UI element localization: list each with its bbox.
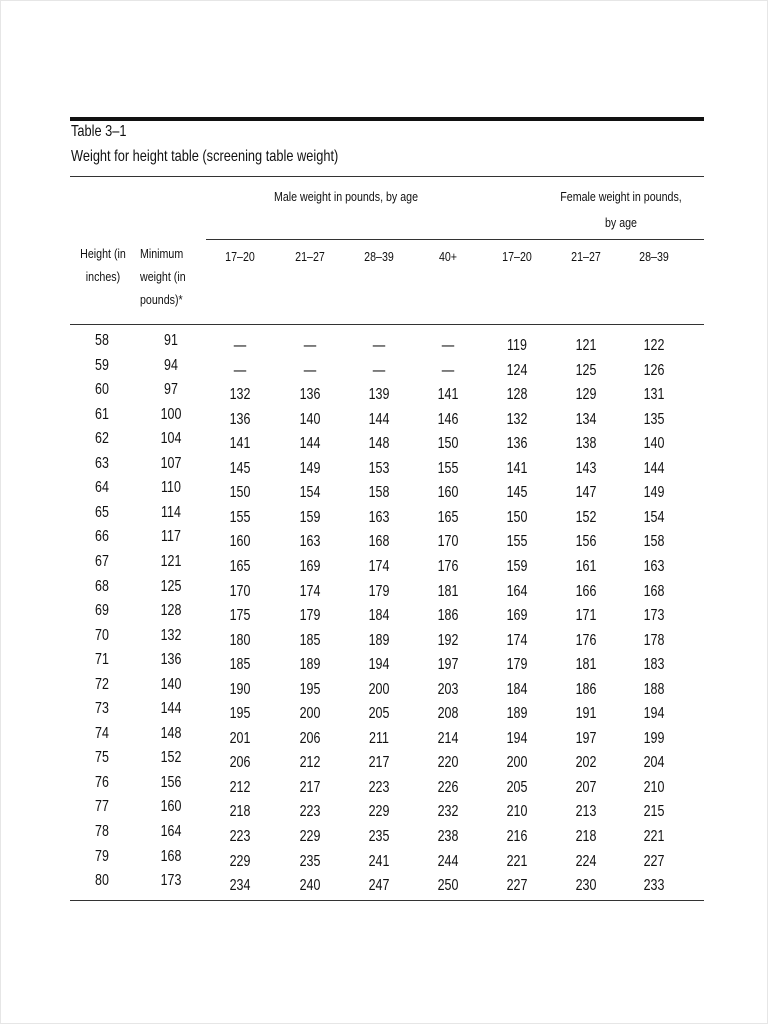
minimum-weight-cell: 132 [160,626,182,644]
minimum-weight-cell: 156 [160,773,182,791]
weight-cell: 232 [437,803,459,821]
age-header: 40+ [438,249,458,264]
height-cell: 80 [95,872,109,890]
weight-cell: 190 [229,680,251,698]
height-header-line1: Height (in [80,246,126,261]
weight-cell: 129 [575,386,597,404]
weight-cell: 121 [575,337,597,354]
weight-cell: 141 [437,386,459,404]
weight-cell: — [372,337,386,354]
weight-cell: 227 [506,877,528,895]
weight-cell: — [233,337,247,354]
minimum-weight-cell: 173 [160,872,182,890]
minimum-weight-cell: 97 [164,381,178,399]
minimum-weight-cell: 168 [160,847,182,865]
age-header: 21–27 [571,249,601,264]
weight-cell: 163 [299,533,321,551]
weight-cell: 155 [437,459,459,477]
minimum-weight-cell: 128 [160,602,182,620]
weight-cell: 197 [437,656,459,674]
weight-cell: 154 [299,484,321,502]
weight-cell: 183 [643,656,665,674]
height-cell: 66 [95,528,109,546]
weight-cell: 150 [437,435,459,453]
weight-cell: 185 [229,656,251,674]
weight-cell: 195 [299,680,321,698]
weight-cell: 175 [229,607,251,625]
weight-cell: 195 [229,705,251,723]
height-cell: 60 [95,381,109,399]
minimum-weight-cell: 160 [160,798,182,816]
weight-cell: 234 [229,877,251,895]
weight-cell: 124 [506,361,528,379]
weight-cell: 221 [506,852,528,870]
weight-cell: 174 [368,557,390,575]
weight-cell: 221 [643,828,665,845]
height-cell: 78 [95,823,109,840]
weight-cell: 217 [368,754,390,772]
weight-cell: 140 [299,410,321,428]
weight-cell: 200 [299,705,321,723]
weight-cell: — [372,361,386,379]
table-subtitle: Weight for height table (screening table weight) [71,148,339,165]
weight-cell: 138 [575,435,597,453]
weight-cell: 235 [299,852,321,870]
weight-cell: 144 [299,435,321,453]
weight-cell: 191 [575,705,597,723]
weight-cell: 241 [368,852,390,870]
group-header-rule [206,239,704,240]
male-group-header: Male weight in pounds, by age [273,189,419,204]
weight-cell: 185 [299,631,321,649]
weight-cell: 149 [299,459,321,477]
weight-cell: 207 [575,778,597,796]
weight-cell: 229 [299,828,321,845]
weight-cell: 122 [643,337,665,354]
weight-cell: 223 [368,778,390,796]
female-group-header-line1: Female weight in pounds, [560,189,682,204]
age-header: 21–27 [295,249,325,264]
weight-cell: 184 [368,607,390,625]
weight-cell: 165 [437,508,459,526]
minimum-weight-cell: 121 [160,552,182,570]
weight-cell: 210 [506,803,528,821]
weight-cell: 184 [506,680,528,698]
weight-cell: 176 [437,557,459,575]
weight-cell: 154 [643,508,665,526]
weight-cell: 134 [575,410,597,428]
weight-cell: 136 [299,386,321,404]
weight-cell: 170 [229,582,251,600]
height-cell: 74 [95,724,109,742]
weight-cell: 181 [575,656,597,674]
weight-cell: 169 [299,557,321,575]
height-cell: 64 [95,479,109,497]
height-cell: 75 [95,749,109,767]
weight-cell: 135 [643,410,665,428]
weight-cell: 144 [368,410,390,428]
weight-cell: 153 [368,459,390,477]
age-header: 28–39 [639,249,669,264]
weight-cell: 224 [575,852,597,870]
weight-cell: 233 [643,877,665,895]
weight-cell: 203 [437,680,459,698]
weight-cell: 165 [229,557,251,575]
weight-cell: 194 [506,729,528,747]
height-cell: 69 [95,602,109,620]
weight-cell: 204 [643,754,665,772]
weight-cell: 178 [643,631,665,649]
minimum-weight-cell: 100 [160,405,182,423]
weight-cell: 152 [575,508,597,526]
bottom-rule [70,900,704,901]
weight-cell: 144 [643,459,665,477]
minimum-weight-cell: 164 [160,823,182,840]
weight-cell: 176 [575,631,597,649]
weight-cell: 179 [368,582,390,600]
height-header-line2: inches) [85,269,121,284]
height-cell: 61 [95,405,109,423]
weight-cell: 218 [575,828,597,845]
weight-cell: 119 [507,337,527,354]
weight-cell: 148 [368,435,390,453]
weight-cell: 206 [299,729,321,747]
weight-cell: 160 [229,533,251,551]
minimum-header-line1: Minimum [140,246,184,261]
weight-cell: 168 [643,582,665,600]
minimum-weight-cell: 136 [160,651,182,669]
weight-cell: 205 [368,705,390,723]
weight-cell: 194 [643,705,665,723]
height-cell: 68 [95,577,109,595]
weight-cell: 163 [368,508,390,526]
height-cell: 62 [95,430,109,448]
weight-cell: 125 [575,361,597,379]
weight-cell: 200 [368,680,390,698]
height-cell: 58 [95,332,109,349]
top-rule [70,117,704,121]
height-cell: 71 [95,651,109,669]
weight-cell: 168 [368,533,390,551]
weight-cell: 150 [506,508,528,526]
minimum-weight-cell: 107 [160,454,182,472]
weight-cell: 206 [229,754,251,772]
weight-cell: 145 [506,484,528,502]
minimum-weight-cell: 148 [160,724,182,742]
weight-cell: 210 [643,778,665,796]
minimum-weight-cell: 94 [164,356,178,374]
weight-cell: 199 [643,729,665,747]
weight-cell: — [441,337,455,354]
weight-cell: 139 [368,386,390,404]
weight-cell: 189 [368,631,390,649]
weight-cell: 218 [229,803,251,821]
weight-cell: 156 [575,533,597,551]
weight-cell: 136 [506,435,528,453]
weight-cell: 179 [299,607,321,625]
height-cell: 73 [95,700,109,718]
weight-cell: 216 [506,828,528,845]
height-cell: 67 [95,552,109,570]
weight-cell: 155 [506,533,528,551]
weight-cell: 211 [369,729,389,747]
minimum-weight-cell: 104 [160,430,182,448]
weight-cell: 194 [368,656,390,674]
age-header: 17–20 [225,249,255,264]
age-header: 28–39 [364,249,394,264]
female-group-header-line2: by age [604,215,638,230]
caption-rule [70,176,704,177]
weight-cell: 147 [575,484,597,502]
weight-cell: 250 [437,877,459,895]
weight-cell: 214 [437,729,459,747]
height-cell: 72 [95,675,109,693]
weight-cell: 192 [437,631,459,649]
weight-cell: 169 [506,607,528,625]
weight-cell: 141 [229,435,251,453]
header-rule [70,324,704,325]
height-cell: 79 [95,847,109,865]
weight-cell: 240 [299,877,321,895]
weight-cell: 186 [575,680,597,698]
weight-cell: 128 [506,386,528,404]
weight-cell: 170 [437,533,459,551]
weight-cell: 132 [229,386,251,404]
height-cell: 76 [95,773,109,791]
weight-cell: 247 [368,877,390,895]
weight-cell: 145 [229,459,251,477]
weight-cell: 212 [299,754,321,772]
weight-cell: 201 [229,729,251,747]
weight-cell: 217 [299,778,321,796]
age-header: 17–20 [502,249,532,264]
weight-cell: 235 [368,828,390,845]
weight-cell: 223 [299,803,321,821]
weight-cell: 155 [229,508,251,526]
weight-cell: 186 [437,607,459,625]
weight-cell: 174 [506,631,528,649]
weight-cell: 143 [575,459,597,477]
weight-cell: 238 [437,828,459,845]
weight-cell: 220 [437,754,459,772]
weight-cell: 149 [643,484,665,502]
weight-cell: 163 [643,557,665,575]
weight-cell: 161 [575,557,597,575]
weight-cell: 141 [506,459,528,477]
minimum-header-line2: weight (in [140,269,186,284]
weight-cell: 212 [229,778,251,796]
weight-cell: 174 [299,582,321,600]
weight-cell: 158 [643,533,665,551]
minimum-weight-cell: 117 [161,528,181,546]
weight-cell: 197 [575,729,597,747]
weight-cell: 181 [437,582,459,600]
weight-cell: 150 [229,484,251,502]
weight-cell: 132 [506,410,528,428]
height-cell: 59 [95,356,109,374]
weight-cell: 223 [229,828,251,845]
weight-cell: 173 [643,607,665,625]
weight-cell: 171 [575,607,597,625]
weight-cell: 126 [643,361,665,379]
weight-cell: 160 [437,484,459,502]
weight-cell: — [441,361,455,379]
height-cell: 63 [95,454,109,472]
weight-cell: 179 [506,656,528,674]
height-cell: 77 [95,798,109,816]
weight-cell: 159 [506,557,528,575]
weight-cell: 136 [229,410,251,428]
weight-cell: 205 [506,778,528,796]
weight-cell: 226 [437,778,459,796]
weight-cell: 189 [506,705,528,723]
weight-cell: 164 [506,582,528,600]
weight-cell: 140 [643,435,665,453]
weight-cell: — [303,337,317,354]
minimum-weight-cell: 140 [160,675,182,693]
minimum-weight-cell: 110 [161,479,181,497]
minimum-weight-cell: 152 [160,749,182,767]
weight-cell: 131 [643,386,665,404]
weight-cell: 244 [437,852,459,870]
weight-cell: 202 [575,754,597,772]
minimum-weight-cell: 91 [164,332,178,349]
weight-cell: 166 [575,582,597,600]
weight-cell: — [233,361,247,379]
height-cell: 65 [95,503,109,521]
minimum-header-line3: pounds)* [140,292,183,307]
weight-cell: 200 [506,754,528,772]
weight-cell: 188 [643,680,665,698]
weight-cell: 213 [575,803,597,821]
table-caption: Table 3–1 [71,123,127,140]
weight-cell: 229 [368,803,390,821]
height-cell: 70 [95,626,109,644]
weight-cell: 159 [299,508,321,526]
weight-cell: 158 [368,484,390,502]
weight-cell: 215 [643,803,665,821]
weight-cell: 189 [299,656,321,674]
minimum-weight-cell: 144 [160,700,182,718]
weight-cell: 227 [643,852,665,870]
weight-cell: 208 [437,705,459,723]
minimum-weight-cell: 125 [160,577,182,595]
weight-cell: 146 [437,410,459,428]
weight-cell: — [303,361,317,379]
minimum-weight-cell: 114 [161,503,181,521]
weight-cell: 180 [229,631,251,649]
weight-cell: 229 [229,852,251,870]
weight-cell: 230 [575,877,597,895]
